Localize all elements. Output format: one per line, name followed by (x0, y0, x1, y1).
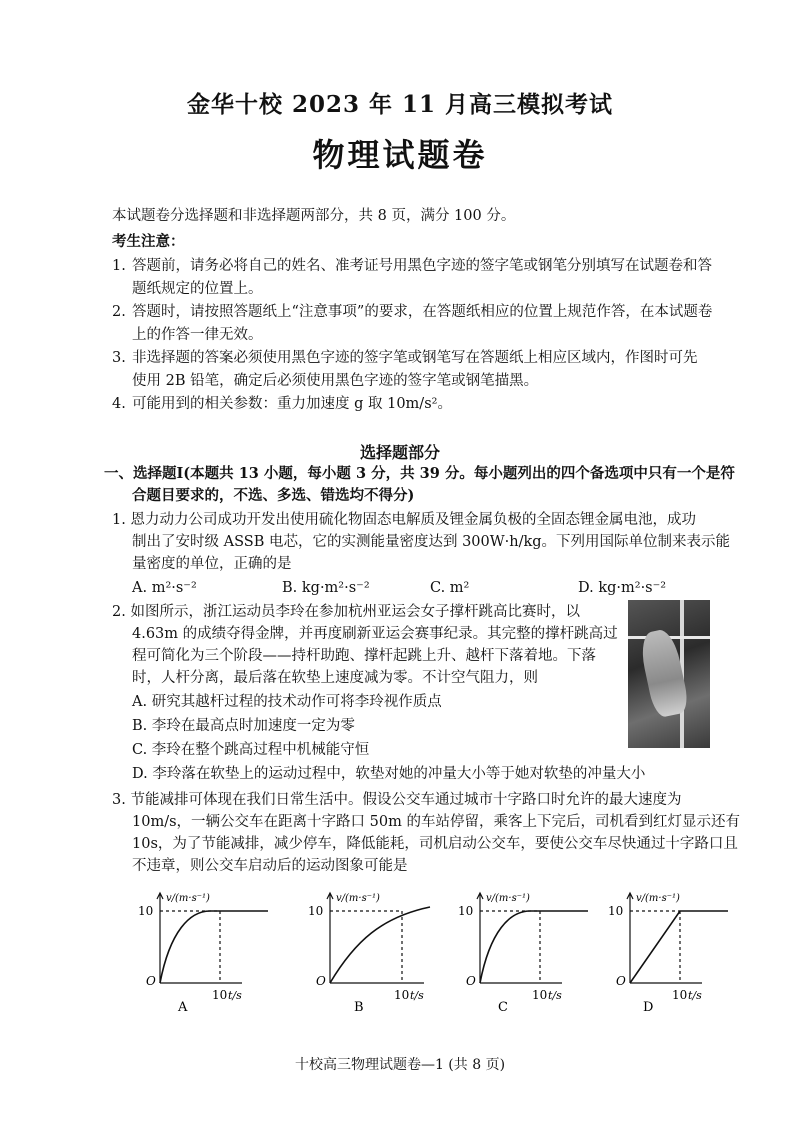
graph-d (590, 885, 770, 1015)
notice-line (112, 256, 712, 276)
origin-label: O (616, 974, 626, 988)
q2-line-2: 4.63m 的成绩夺得金牌，并再度刷新亚运会赛事纪录。其完整的撑杆跳高过 (132, 626, 618, 642)
notice-heading: 考生注意： (112, 233, 185, 250)
t-tick-label: 10 (672, 988, 688, 1002)
notice-line (112, 348, 698, 368)
q1-option-a: A. m²·s⁻² (132, 580, 197, 596)
v-axis-label: v/(m·s⁻¹) (636, 893, 680, 904)
q1-option-d: D. kg·m²·s⁻² (578, 580, 667, 596)
exam-title: 金华十校 2023 年 11 月高三模拟考试 (186, 91, 614, 118)
t-axis-label: t/s (410, 989, 424, 1002)
q1-option-b: B. kg·m²·s⁻² (282, 580, 370, 596)
notice-text: 使用 2B 铅笔，确定后必须使用黑色字迹的签字笔或钢笔描黑。 (132, 373, 539, 389)
t-tick-label: 10 (212, 988, 228, 1002)
pole-vault-photo (628, 600, 710, 748)
q3-line-3: 10s，为了节能减排，减少停车，降低能耗，司机启动公交车，要使公交车尽快通过十字路口且 (132, 836, 738, 852)
v-tick-label: 10 (308, 904, 324, 918)
q1-line-1: 1. 恩力动力公司成功开发出使用硫化物固态电解质及锂金属负极的全固态锂金属电池，成功 (112, 512, 696, 528)
v-tick-label: 10 (138, 904, 154, 918)
q3-line-1: 3. 节能减排可体现在我们日常生活中。假设公交车通过城市十字路口时允许的最大速度为 (112, 792, 682, 808)
notice-line (112, 394, 452, 414)
notice-text: 非选择题的答案必须使用黑色字迹的签字笔或钢笔写在答题纸上相应区域内，作图时可先 (132, 350, 698, 366)
q2-option-c: C. 李玲在整个跳高过程中机械能守恒 (132, 742, 370, 758)
t-axis-label: t/s (688, 989, 702, 1002)
intro-text: 本试题卷分选择题和非选择题两部分，共 8 页，满分 100 分。 (112, 208, 516, 224)
notice-text: 答题时，请按照答题纸上“注意事项”的要求，在答题纸相应的位置上规范作答，在本试题卷 (132, 304, 713, 320)
notice-text: 答题前，请务必将自己的姓名、准考证号用黑色字迹的签字笔或钢笔分别填写在试题卷和答 (132, 258, 712, 274)
graph-option-label: C (498, 1000, 508, 1015)
origin-label: O (466, 974, 476, 988)
q2-option-d: D. 李玲落在软垫上的运动过程中，软垫对她的冲量大小等于她对软垫的冲量大小 (132, 766, 646, 782)
q3-line-4: 不违章，则公交车启动后的运动图象可能是 (132, 858, 408, 874)
t-axis-label: t/s (228, 989, 242, 1002)
graph-option-label: B (354, 1000, 364, 1015)
origin-label: O (146, 974, 156, 988)
part1-instruction: 一、选择题Ⅰ(本题共 13 小题，每小题 3 分，共 39 分。每小题列出的四个备选项中只有一个是符 (104, 465, 735, 482)
notice-text: 可能用到的相关参数：重力加速度 g 取 10m/s²。 (132, 396, 452, 412)
v-axis-label: v/(m·s⁻¹) (486, 893, 530, 904)
q1-line-3: 量密度的单位，正确的是 (132, 556, 292, 572)
notice-line (132, 279, 263, 299)
notice-line (132, 325, 263, 345)
notice-number: 3. (112, 350, 126, 366)
v-tick-label: 10 (458, 904, 474, 918)
q3-line-2: 10m/s，一辆公交车在距离十字路口 50m 的车站停留，乘客上下完后，司机看到红灯显示还有 (132, 814, 740, 830)
paper-title: 物理试题卷 (312, 136, 488, 174)
graph-a (120, 885, 300, 1015)
graph-option-label: A (178, 1000, 188, 1015)
t-tick-label: 10 (394, 988, 410, 1002)
q2-line-1: 2. 如图所示，浙江运动员李玲在参加杭州亚运会女子撑杆跳高比赛时，以 (112, 604, 580, 620)
v-tick-label: 10 (608, 904, 624, 918)
part1-instruction-cont: 合题目要求的，不选、多选、错选均不得分) (132, 487, 415, 504)
notice-line (132, 371, 538, 391)
notice-number: 4. (112, 396, 126, 412)
q2-line-3: 程可简化为三个阶段——持杆助跑、撑杆起跳上升、越杆下落着地。下落 (132, 648, 596, 664)
notice-text: 上的作答一律无效。 (132, 327, 263, 343)
notice-number: 2. (112, 304, 126, 320)
origin-label: O (316, 974, 326, 988)
section-title: 选择题部分 (359, 443, 440, 462)
q1-line-2: 制出了安时级 ASSB 电芯，它的实测能量密度达到 300W·h/kg。下列用国际单位制来表示能 (132, 534, 731, 550)
velocity-curve (160, 911, 268, 983)
t-axis-label: t/s (548, 989, 562, 1002)
notice-text: 题纸规定的位置上。 (132, 281, 263, 297)
q2-line-4: 时，人杆分离，最后落在软垫上速度减为零。不计空气阻力，则 (132, 670, 538, 686)
v-axis-label: v/(m·s⁻¹) (336, 893, 380, 904)
velocity-curve (330, 907, 430, 983)
graph-option-label: D (643, 1000, 654, 1015)
velocity-curve (480, 911, 588, 983)
t-tick-label: 10 (532, 988, 548, 1002)
notice-number: 1. (112, 258, 126, 274)
velocity-curve (630, 911, 728, 983)
notice-line (112, 302, 712, 322)
q2-option-a: A. 研究其越杆过程的技术动作可将李玲视作质点 (132, 694, 442, 710)
q2-option-b: B. 李玲在最高点时加速度一定为零 (132, 718, 355, 734)
page-footer: 十校高三物理试题卷—1 (共 8 页) (294, 1057, 506, 1073)
v-axis-label: v/(m·s⁻¹) (166, 893, 210, 904)
q1-option-c: C. m² (430, 580, 470, 596)
